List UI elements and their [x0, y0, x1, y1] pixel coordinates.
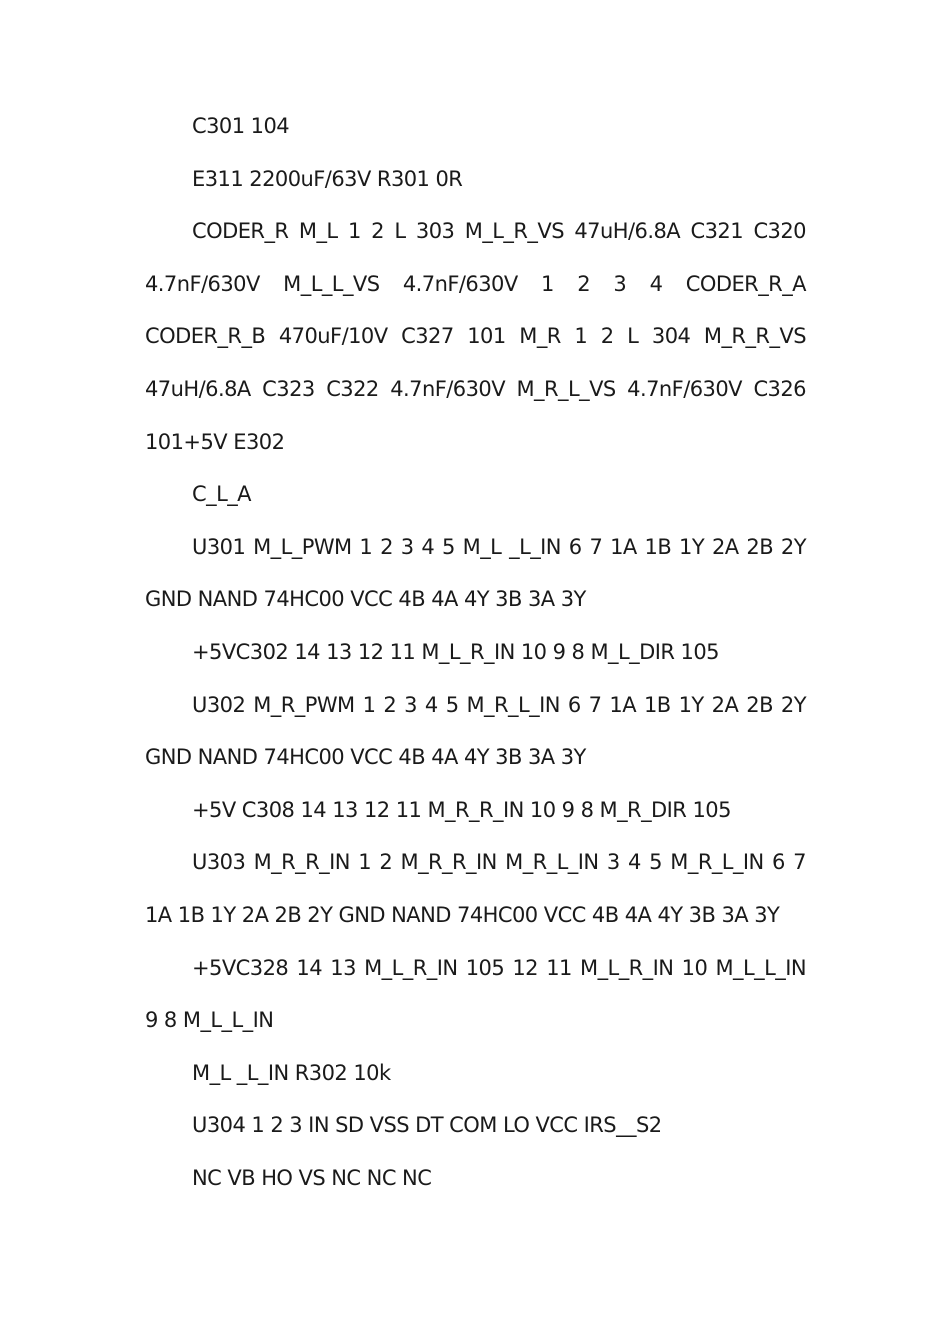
paragraph-coder-r: CODER_R M_L 1 2 L 303 M_L_R_VS 47uH/6.8A C321 C320 4.7nF/630V M_L_L_VS 4.7nF/630V 1 2 3 4 CODER_R_A CODER_R_B 470uF/10V C327 101 M_R 1 2 L 304 M_R_R_VS 47uH/6.8A C323 C322 4.7nF/630V M_R_L_VS 4.7nF/630V C326 101+5V E302 [145, 219, 806, 454]
paragraph-c301: C301 104 [192, 114, 290, 138]
paragraph-c302: +5VC302 14 13 12 11 M_L_R_IN 10 9 8 M_L_DIR 105 [192, 639, 719, 664]
paragraph-nc-pins: NC VB HO VS NC NC NC [192, 1165, 432, 1190]
paragraph-u302: U302 M_R_PWM 1 2 3 4 5 M_R_L_IN 6 7 1A 1B 1Y 2A 2B 2Y GND NAND 74HC00 VCC 4B 4A 4Y 3B 3A 3Y [145, 692, 806, 770]
paragraph-u304: U304 1 2 3 IN SD VSS DT COM LO VCC IRS__S2 [192, 1113, 662, 1138]
paragraph-e311: E311 2200uF/63V R301 0R [192, 166, 463, 191]
paragraph-u301: U301 M_L_PWM 1 2 3 4 5 M_L _L_IN 6 7 1A 1B 1Y 2A 2B 2Y GND NAND 74HC00 VCC 4B 4A 4Y 3B 3A 3Y [145, 534, 806, 612]
paragraph-c308: +5V C308 14 13 12 11 M_R_R_IN 10 9 8 M_R_DIR 105 [192, 797, 731, 822]
document-body [145, 100, 806, 1204]
paragraph-c-l-a: C_L_A [192, 482, 251, 507]
paragraph-u303: U303 M_R_R_IN 1 2 M_R_R_IN M_R_L_IN 3 4 5 M_R_L_IN 6 7 1A 1B 1Y 2A 2B 2Y GND NAND 74HC00 VCC 4B 4A 4Y 3B 3A 3Y [145, 850, 806, 927]
paragraph-r302: M_L _L_IN R302 10k [192, 1060, 391, 1085]
paragraph-c328: +5VC328 14 13 M_L_R_IN 105 12 11 M_L_R_IN 10 M_L_L_IN 9 8 M_L_L_IN [145, 955, 806, 1033]
